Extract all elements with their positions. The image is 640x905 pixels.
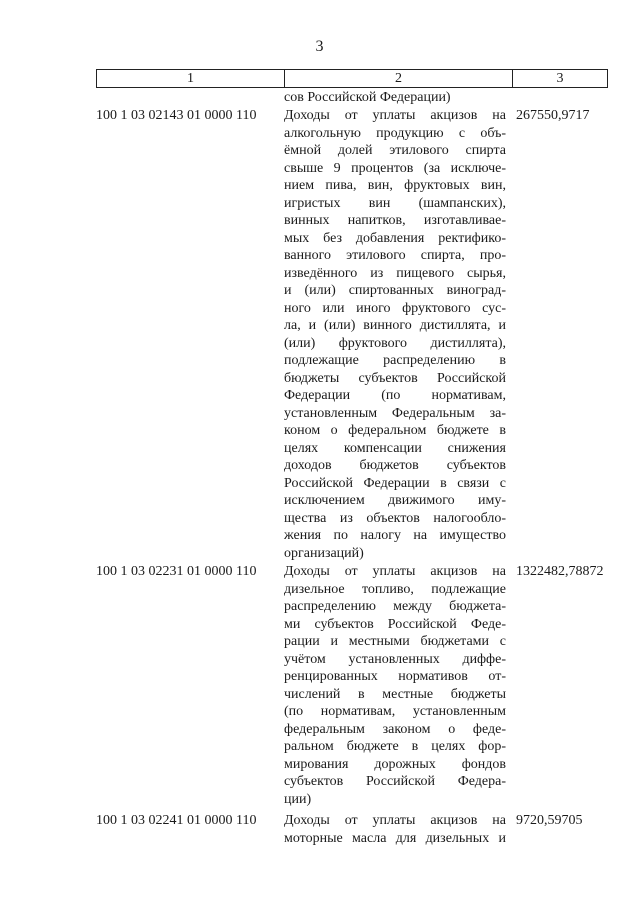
description-line: доходов бюджетов субъектов xyxy=(284,458,506,473)
description-line: бюджеты субъектов Российской xyxy=(284,370,506,386)
row-amount: 1322482,78872 xyxy=(516,564,604,579)
row-amount: 267550,9717 xyxy=(516,108,590,123)
header-col-3: 3 xyxy=(556,70,564,86)
description-line: игристых вин (шампанских), xyxy=(284,195,506,211)
description-line: установленным Федеральным за- xyxy=(284,405,506,421)
description-line: (по нормативам, установленным xyxy=(284,704,506,719)
description-line: ренцированных нормативов от- xyxy=(284,669,506,684)
description-line: Доходы от уплаты акцизов на xyxy=(284,813,506,828)
description-line: Доходы от уплаты акцизов на xyxy=(284,108,506,123)
description-line: ла, и (или) винного дистиллята, и xyxy=(284,318,506,333)
description-line: винных напитков, изготавливае- xyxy=(284,213,506,228)
description-line: организаций) xyxy=(284,545,364,561)
description-line: и (или) спиртованных виноград- xyxy=(284,283,506,298)
description-line: ции) xyxy=(284,791,312,807)
description-line: ми субъектов Российской Феде- xyxy=(284,616,506,632)
table-header xyxy=(96,69,608,88)
description-line: Доходы от уплаты акцизов на xyxy=(284,564,506,579)
description-line: исключением движимого иму- xyxy=(284,493,506,508)
description-line: мирования дорожных фондов xyxy=(284,756,506,772)
description-line: Российской Федерации в связи с xyxy=(284,475,506,491)
description-line: свыше 9 процентов (за исключе- xyxy=(284,160,506,176)
description-line: (или) фруктового дистиллята), xyxy=(284,335,506,351)
description-line: рации и местными бюджетами с xyxy=(284,634,506,649)
description-line: ванного этилового спирта, про- xyxy=(284,248,506,263)
row-description xyxy=(284,107,506,562)
description-line: алкогольную продукцию с объ- xyxy=(284,125,506,141)
description-line: учётом установленных диффе- xyxy=(284,651,506,667)
header-col-1: 1 xyxy=(97,70,285,87)
continuation-text: сов Российской Федерации) xyxy=(284,90,451,105)
row-description xyxy=(284,563,506,808)
description-line: ёмной долей этилового спирта xyxy=(284,143,506,158)
description-line: распределению между бюджета- xyxy=(284,599,506,614)
description-line: жения по налогу на имущество xyxy=(284,528,506,543)
description-line: Федерации (по нормативам, xyxy=(284,388,506,403)
description-line: числений в местные бюджеты xyxy=(284,686,506,702)
description-line: нием пива, вин, фруктовых вин, xyxy=(284,178,506,193)
description-line: целях компенсации снижения xyxy=(284,440,506,456)
description-line: ного или иного фруктового сус- xyxy=(284,300,506,316)
description-line: моторные масла для дизельных и xyxy=(284,830,506,846)
budget-code: 100 1 03 02231 01 0000 110 xyxy=(96,564,257,579)
description-line: изведённого из пищевого сырья, xyxy=(284,265,506,281)
description-line: субъектов Российской Федера- xyxy=(284,774,506,789)
budget-code: 100 1 03 02143 01 0000 110 xyxy=(96,108,257,123)
description-line: мых без добавления ректифико- xyxy=(284,230,506,246)
row-description xyxy=(284,812,506,847)
description-line: щества из объектов налогообло- xyxy=(284,510,506,526)
description-line: коном о федеральном бюджете в xyxy=(284,423,506,438)
header-col-2: 2 xyxy=(285,70,513,87)
description-line: ральном бюджете в целях фор- xyxy=(284,739,506,754)
description-line: подлежащие распределению в xyxy=(284,353,506,368)
description-line: федеральным законом о феде- xyxy=(284,721,506,737)
budget-code: 100 1 03 02241 01 0000 110 xyxy=(96,813,257,828)
row-amount: 9720,59705 xyxy=(516,813,583,828)
page-number: 3 xyxy=(315,38,325,55)
description-line: дизельное топливо, подлежащие xyxy=(284,581,506,597)
